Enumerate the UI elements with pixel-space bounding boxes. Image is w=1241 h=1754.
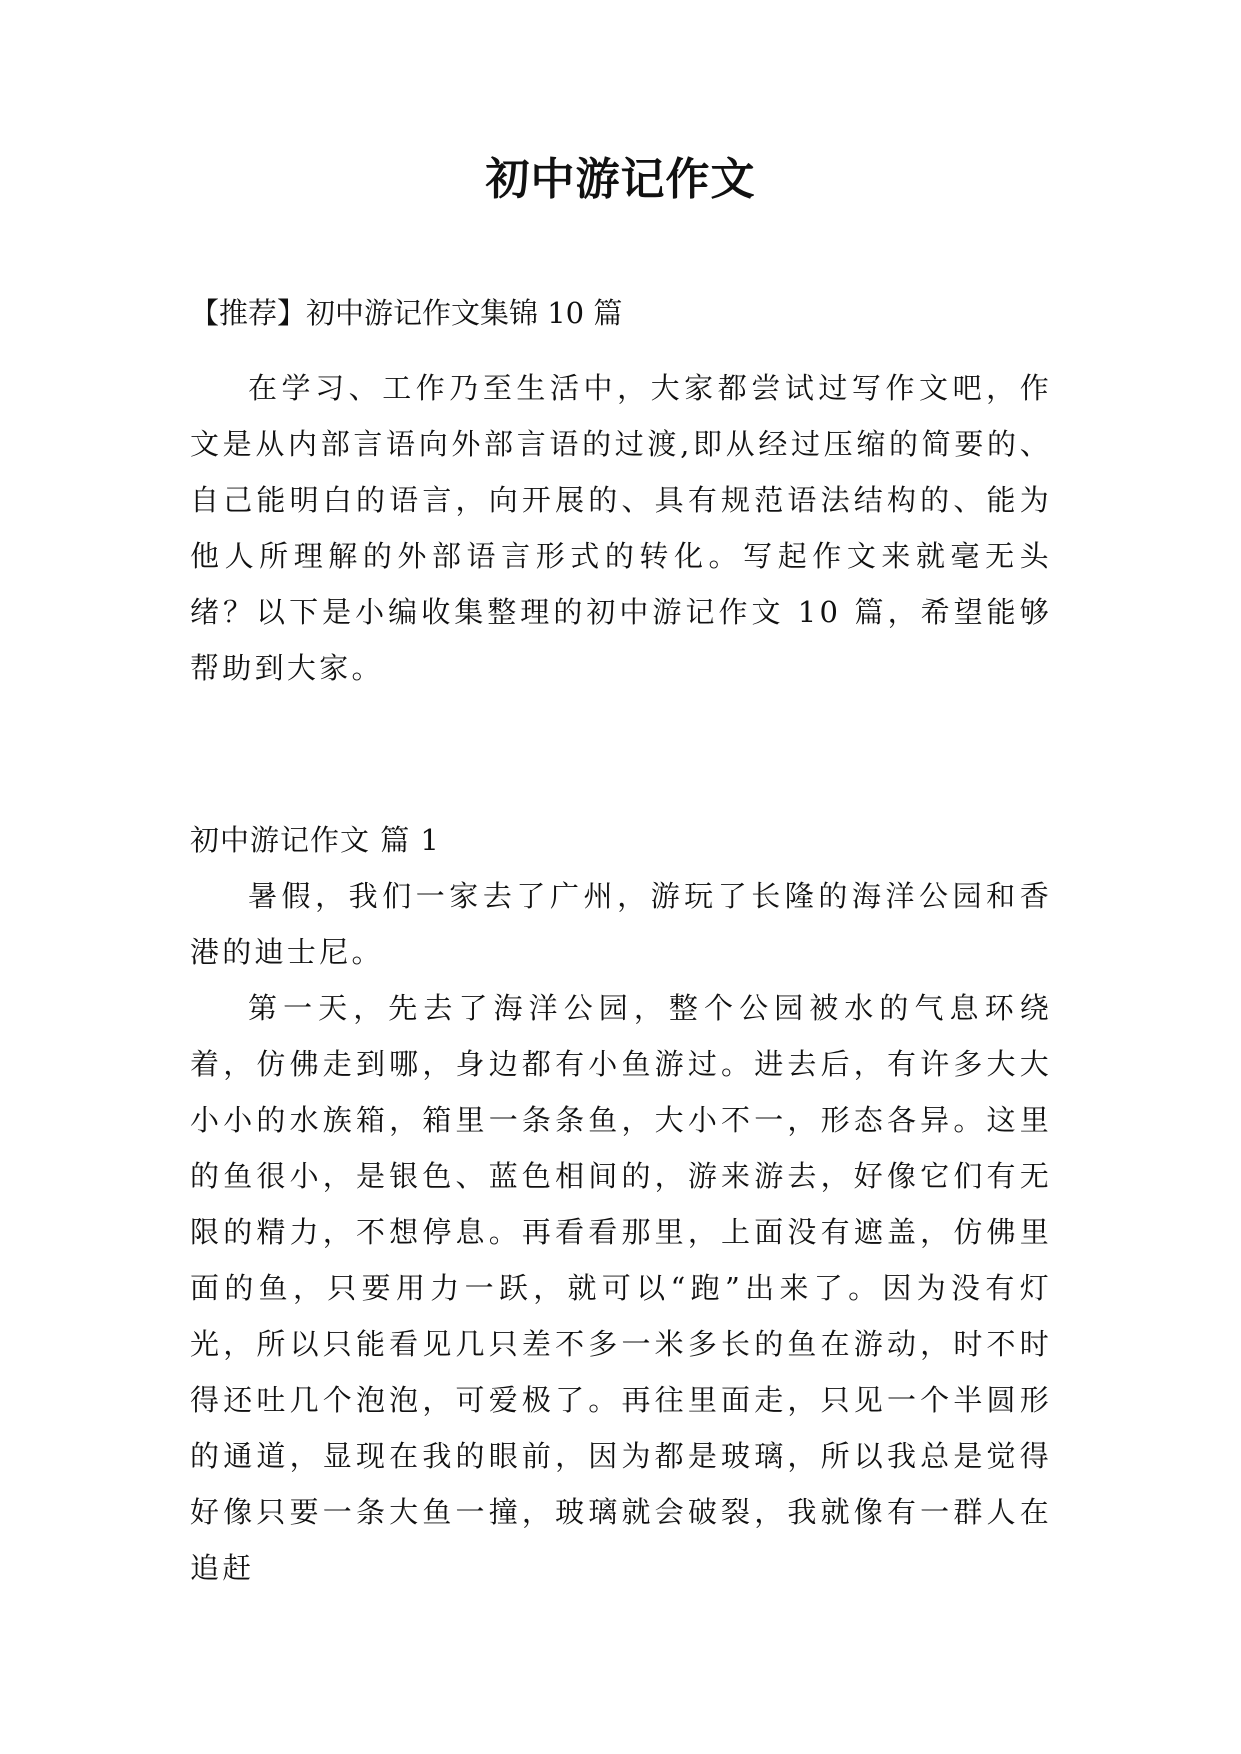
section-heading: 初中游记作文 篇 1 <box>190 823 440 857</box>
intro-paragraph: 在学习、工作乃至生活中，大家都尝试过写作文吧，作文是从内部言语向外部言语的过渡,即从经过压缩的简要的、自己能明白的语言，向开展的、具有规范语法结构的、能为他人所理解的外部语言形式的转化。写起作文来就毫无头绪？以下是小编收集整理的初中游记作文 10 篇，希望能够帮助到大家。 <box>190 371 1052 685</box>
body-paragraph-2: 第一天，先去了海洋公园，整个公园被水的气息环绕着，仿佛走到哪，身边都有小鱼游过。进去后，有许多大大小小的水族箱，箱里一条条鱼，大小不一，形态各异。这里的鱼很小，是银色、蓝色相间的，游来游去，好像它们有无限的精力，不想停息。再看看那里，上面没有遮盖，仿佛里面的鱼，只要用力一跃，就可以“跑”出来了。因为没有灯光，所以只能看见几只差不多一米多长的鱼在游动，时不时得还吐几个泡泡，可爱极了。再往里面走，只见一个半圆形的通道，显现在我的眼前，因为都是玻璃，所以我总是觉得好像只要一条大鱼一撞，玻璃就会破裂，我就像有一群人在追赶 <box>190 991 1052 1585</box>
document-title: 初中游记作文 <box>485 154 756 205</box>
body-paragraph-1: 暑假，我们一家去了广州，游玩了长隆的海洋公园和香港的迪士尼。 <box>190 879 1052 969</box>
document-subtitle: 【推荐】初中游记作文集锦 10 篇 <box>190 296 623 330</box>
